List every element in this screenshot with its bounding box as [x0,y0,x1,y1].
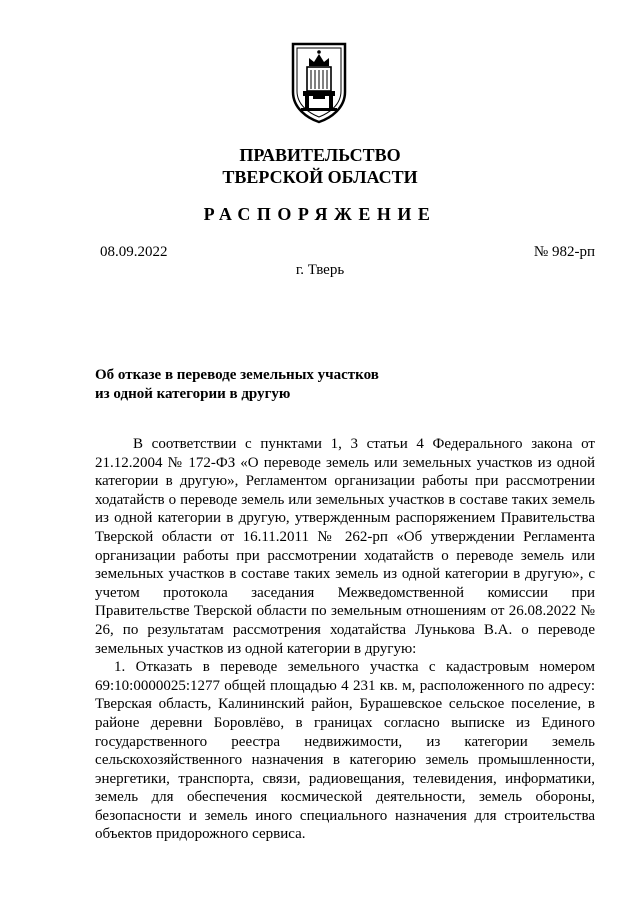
document-type-title: РАСПОРЯЖЕНИЕ [203,204,437,224]
document-number: № 982-рп [533,244,595,260]
subject-line2: из одной категории в другую [95,386,291,402]
government-name-line2: ТВЕРСКОЙ ОБЛАСТИ [222,167,418,187]
document-city: г. Тверь [295,262,345,278]
coat-of-arms-emblem [287,40,351,124]
government-name-line1: ПРАВИТЕЛЬСТВО [239,145,401,165]
document-body [95,435,595,844]
document-date: 08.09.2022 [100,244,168,260]
document-subject [95,366,415,404]
body-intro-paragraph: В соответствии с пунктами 1, 3 статьи 4 Федерального закона от 21.12.2004 № 172-ФЗ «О переводе земель или земельных участков из одной категории в другую», Регламентом организации работы при рассмотрении ходатайств о переводе земель или земельных участков в составе таких земель из одной категории в другую, утвержденным распоряжением Правительства Тверской области от 16.11.2011 № 262-рп «Об утверждении Регламента организации работы при рассмотрении ходатайств о переводе земель или земельных участков в составе таких земель из одной категории в другую», с учетом протокола заседания Межведомственной комиссии при Правительстве Тверской области по земельным отношениям от 26.08.2022 № 26, по результатам рассмотрения ходатайства Лунькова В.А. о переводе земельных участков из одной категории в другую: [95,436,595,657]
body-item-1: 1. Отказать в переводе земельного участка с кадастровым номером 69:10:0000025:1277 общей площадью 4 231 кв. м, расположенного по адресу: Тверская область, Калининский район, Бурашевское сельское поселение, в районе деревни Боровлёво, в границах согласно выписке из Единого государственного реестра недвижимости, из категории земель сельскохозяйственного назначения в категорию земель промышленности, энергетики, транспорта, связи, радиовещания, телевидения, информатики, земель для обеспечения космической деятельности, земель обороны, безопасности и земель иного специального назначения для строительства объектов придорожного сервиса. [95,659,595,843]
subject-line1: Об отказе в переводе земельных участков [95,367,379,383]
